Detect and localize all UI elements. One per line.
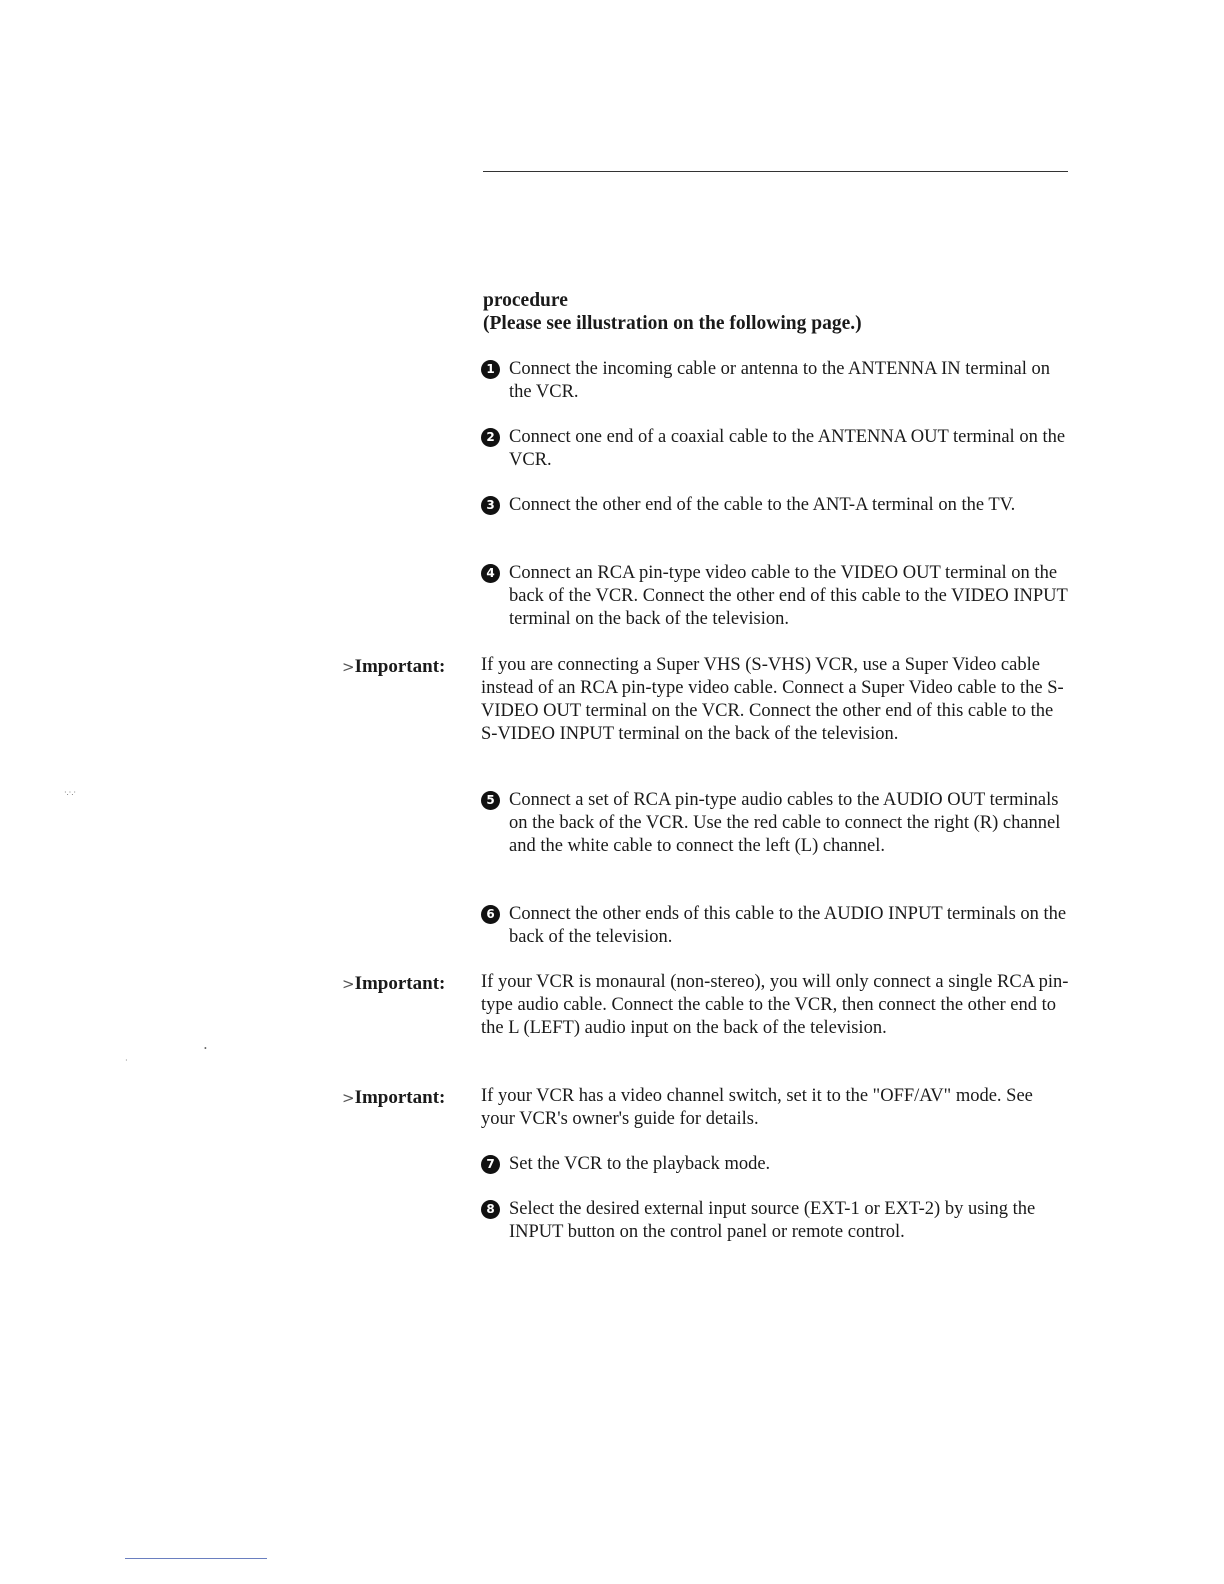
- header-rule: [483, 171, 1068, 172]
- important-note-text: If your VCR is monaural (non-stereo), you will only connect a single RCA pin-type audio cable. Connect the cable to the VCR, then connect the other end to the L (LEFT) audio input on the back of the television.: [481, 972, 1069, 1038]
- important-label: [342, 1086, 445, 1110]
- step-6: [481, 903, 1081, 949]
- illustration-note-heading: (Please see illustration on the following page.): [483, 313, 862, 334]
- footer-rule: [125, 1558, 267, 1559]
- step-number-badge: 2: [481, 428, 500, 447]
- important-note-monaural: [342, 971, 1082, 1040]
- step-5: [481, 789, 1081, 858]
- important-note-channel-switch: [342, 1085, 1082, 1131]
- step-number-badge: 7: [481, 1155, 500, 1174]
- step-number-badge: 8: [481, 1200, 500, 1219]
- important-label: [342, 972, 445, 996]
- step-2: [481, 426, 1081, 472]
- arrow-icon: >: [342, 658, 355, 676]
- step-number-badge: 3: [481, 496, 500, 515]
- important-label-text: Important:: [354, 1087, 446, 1108]
- important-label-text: Important:: [354, 973, 446, 994]
- step-number-badge: 5: [481, 791, 500, 810]
- step-text: Connect an RCA pin-type video cable to the VIDEO OUT terminal on the back of the VCR. Connect the other end of this cable to the VIDEO INPUT terminal on the back of the television.: [509, 563, 1068, 629]
- step-text: Select the desired external input source (EXT-1 or EXT-2) by using the INPUT button on the control panel or remote control.: [509, 1199, 1036, 1242]
- step-number-badge: 1: [481, 360, 500, 379]
- step-3: [481, 494, 1081, 517]
- important-note-text: If your VCR has a video channel switch, set it to the "OFF/AV" mode. See your VCR's owner's guide for details.: [481, 1086, 1033, 1129]
- step-number-badge: 4: [481, 564, 500, 583]
- step-number-badge: 6: [481, 905, 500, 924]
- step-4: [481, 562, 1081, 631]
- important-note-text: If you are connecting a Super VHS (S-VHS) VCR, use a Super Video cable instead of an RCA pin-type video cable. Connect a Super Video cable to the S-VIDEO OUT terminal on the VCR. Connect the other end of this cable to the S-VIDEO INPUT terminal on the back of the television.: [481, 655, 1064, 744]
- arrow-icon: >: [342, 975, 355, 993]
- procedure-heading: procedure: [483, 290, 568, 311]
- scan-speck: ·.·.·: [64, 788, 76, 797]
- step-7: [481, 1153, 1081, 1176]
- step-8: [481, 1198, 1081, 1244]
- important-note-svhs: [342, 654, 1082, 746]
- step-text: Connect the other end of the cable to the ANT-A terminal on the TV.: [509, 495, 1016, 515]
- scan-speck: •: [204, 1044, 207, 1053]
- step-1: [481, 358, 1081, 404]
- important-label: [342, 655, 445, 679]
- arrow-icon: >: [342, 1089, 355, 1107]
- step-text: Connect the incoming cable or antenna to the ANTENNA IN terminal on the VCR.: [509, 359, 1050, 402]
- step-text: Connect one end of a coaxial cable to the ANTENNA OUT terminal on the VCR.: [509, 427, 1066, 470]
- important-label-text: Important:: [354, 656, 446, 677]
- scan-speck: ·: [125, 1056, 128, 1065]
- step-text: Connect the other ends of this cable to the AUDIO INPUT terminals on the back of the television.: [509, 904, 1067, 947]
- step-text: Set the VCR to the playback mode.: [509, 1154, 771, 1174]
- step-text: Connect a set of RCA pin-type audio cables to the AUDIO OUT terminals on the back of the VCR. Use the red cable to connect the right (R) channel and the white cable to connect the left (L) channel.: [509, 790, 1061, 856]
